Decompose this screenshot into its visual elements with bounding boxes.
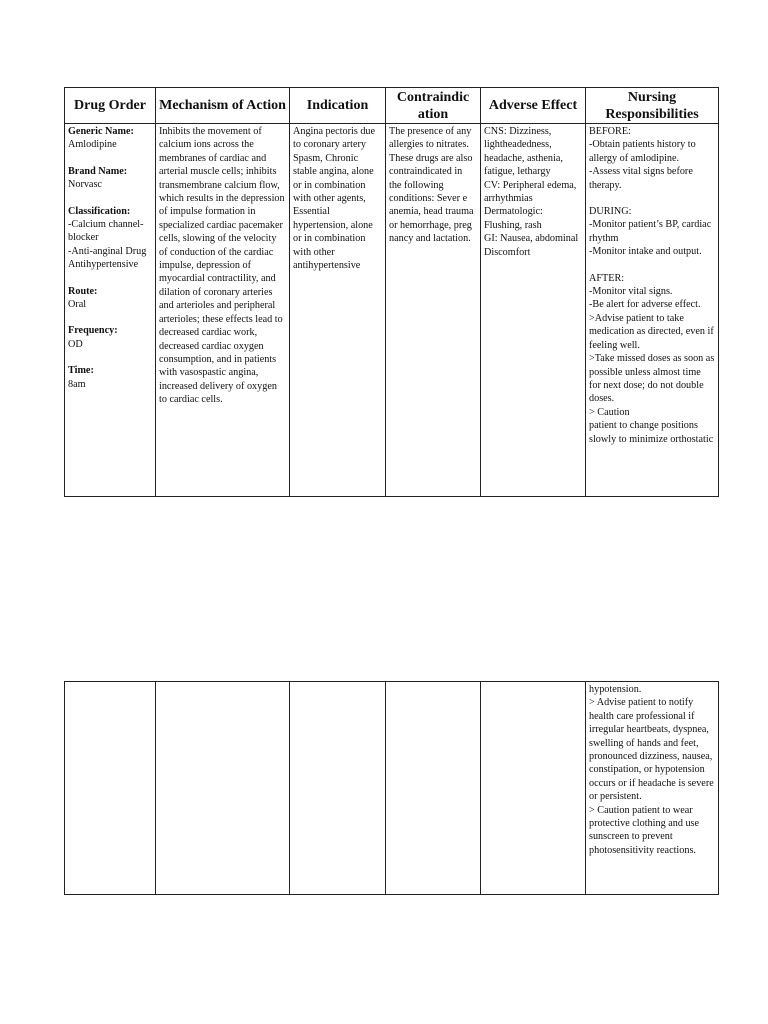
generic-name-label: Generic Name:	[68, 126, 134, 137]
mechanism-cell: Inhibits the movement of calcium ions across the membranes of cardiac and arterial muscle cells; inhibits transmembrane calcium flow, which results in the depression of impulse formation in specialized cardiac pacemaker cells, slowing of the velocity of conduction of the cardiac impulse, depression of myocardial contractility, and dilation of coronary arteries and arterioles and peripheral arterioles; these effects lead to decreased cardiac work, decreased cardiac oxygen consumption, and in patients with vasospastic angina, increased delivery of oxygen to cardiac cells.	[156, 124, 290, 497]
adverse-effect-cell	[481, 124, 586, 497]
header-indication: Indication	[290, 88, 386, 124]
nursing-cell	[586, 124, 719, 497]
nursing-item: >Take missed doses as soon as possible unless almost time for next dose; do not double doses.	[589, 353, 715, 405]
header-nursing-responsibilities: Nursing Responsibilities	[586, 88, 719, 124]
contraindication-cell: The presence of any allergies to nitrates. These drugs are also contraindicated in the following conditions: Sever e anemia, head trauma or hemorrhage, preg nancy and lactation.	[386, 124, 481, 497]
classification-value: -Calcium channel-blocker	[68, 219, 144, 244]
nursing-item: > Caution patient to wear protective clothing and use sunscreen to prevent photosensitivity reactions.	[589, 804, 700, 856]
generic-name-value: Amlodipine	[68, 139, 117, 151]
brand-name-value: Norvasc	[68, 179, 102, 191]
adverse-line: CV: Peripheral edema, arrhythmias	[484, 179, 577, 205]
empty-cell	[386, 682, 481, 895]
adverse-line: CNS: Dizziness, lightheadedness, headache, asthenia, fatigue, lethargy	[484, 126, 563, 178]
time-value: 8am	[68, 378, 86, 390]
nursing-item: -Monitor vital signs.	[589, 286, 673, 298]
classification-label: Classification:	[68, 205, 131, 217]
time-label: Time:	[68, 365, 94, 377]
before-label: BEFORE:	[589, 126, 631, 137]
nursing-item: -Be alert for adverse effect.	[589, 299, 701, 311]
empty-cell	[290, 682, 386, 895]
frequency-value: OD	[68, 338, 83, 350]
adverse-line: Dermatologic: Flushing, rash	[484, 206, 543, 231]
header-adverse-effect: Adverse Effect	[481, 88, 586, 124]
nursing-cell-continued	[586, 682, 719, 895]
nursing-item: -Monitor intake and output.	[589, 246, 702, 258]
empty-cell	[156, 682, 290, 895]
table-row	[65, 124, 719, 497]
table-header-row	[65, 88, 719, 124]
nursing-item: > Caution	[589, 406, 630, 418]
indication-cell: Angina pectoris due to coronary artery Spasm, Chronic stable angina, alone or in combination with other agents, Essential hypertension, alone or in combination with other antihypertensive	[290, 124, 386, 497]
frequency-label: Frequency:	[68, 325, 118, 337]
nursing-item: -Assess vital signs before therapy.	[589, 166, 693, 191]
header-mechanism: Mechanism of Action	[156, 88, 290, 124]
during-label: DURING:	[589, 206, 632, 218]
classification-value: -Anti-anginal Drug	[68, 245, 147, 257]
header-contraindication: Contraindic ation	[386, 88, 481, 124]
nursing-item: patient to change positions slowly to minimize orthostatic	[589, 420, 714, 445]
empty-cell	[65, 682, 156, 895]
drug-study-table-continued	[64, 681, 719, 895]
after-label: AFTER:	[589, 272, 625, 284]
route-value: Oral	[68, 299, 87, 311]
empty-cell	[481, 682, 586, 895]
drug-order-cell	[65, 124, 156, 497]
classification-value: Antihypertensive	[68, 259, 139, 271]
header-drug-order: Drug Order	[65, 88, 156, 124]
nursing-item: hypotension.	[589, 684, 642, 695]
nursing-item: > Advise patient to notify health care professional if irregular heartbeats, dyspnea, swelling of hands and feet, pronounced dizziness, nausea, constipation, or hypotension	[589, 697, 713, 776]
nursing-item: -Monitor patient’s BP, cardiac rhythm	[589, 219, 712, 244]
nursing-item: occurs or if headache is severe or persistent.	[589, 777, 714, 803]
route-label: Route:	[68, 285, 98, 297]
nursing-item: >Advise patient to take medication as directed, even if feeling well.	[589, 312, 714, 351]
table-row	[65, 682, 719, 895]
nursing-item: -Obtain patients history to allergy of amlodipine.	[589, 139, 696, 164]
brand-name-label: Brand Name:	[68, 165, 128, 177]
drug-study-table	[64, 87, 719, 497]
adverse-line: GI: Nausea, abdominal Discomfort	[484, 233, 579, 258]
